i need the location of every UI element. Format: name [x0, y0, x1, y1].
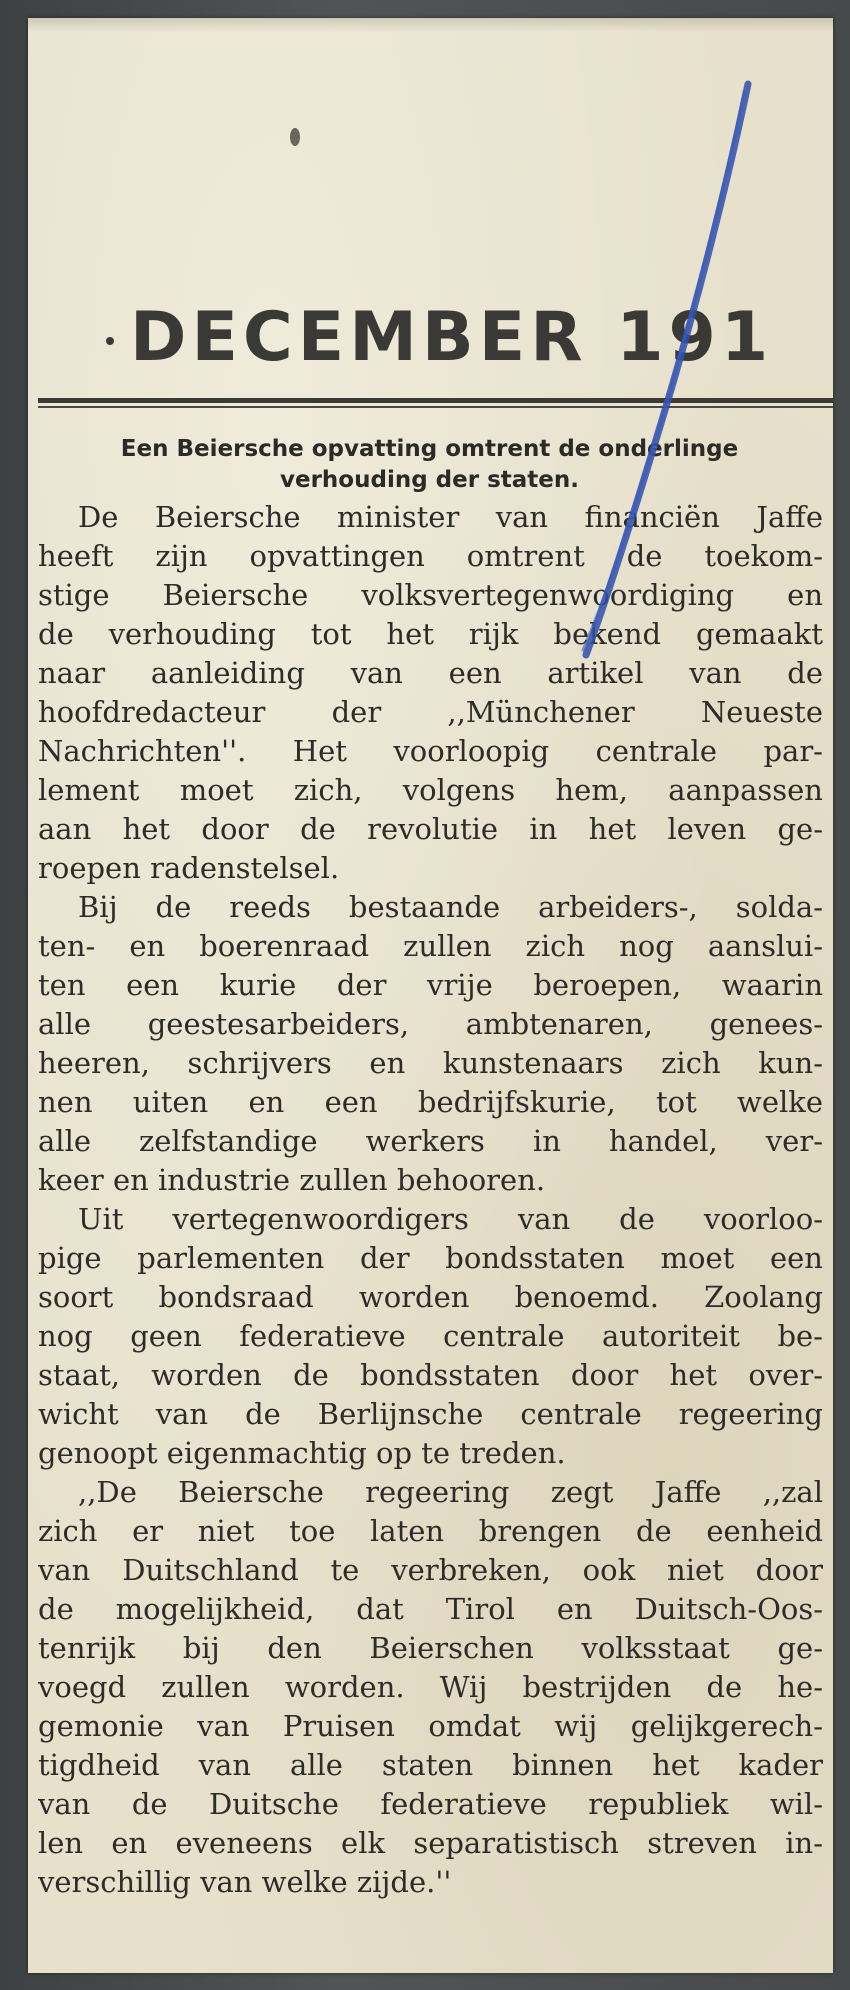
article-line: ten- en boerenraad zullen zich nog aanslui- [38, 929, 823, 963]
article-line: tigdheid van alle staten binnen het kader [38, 1748, 823, 1782]
article-line: pige parlementen der bondsstaten moet een [38, 1241, 823, 1275]
article-line: stige Beiersche volksvertegenwoordiging en [38, 578, 823, 612]
article-line: len en eveneens elk separatistisch streven in- [38, 1826, 823, 1860]
article-line: genoopt eigenmachtig op te treden. [38, 1436, 566, 1470]
article-line: lement moet zich, volgens hem, aanpassen [38, 773, 823, 807]
article-headline [38, 434, 821, 496]
masthead-bullet [106, 337, 114, 345]
masthead-date [106, 298, 850, 378]
article-line: ,,De Beiersche regeering zegt Jaffe ,,zal [78, 1475, 823, 1509]
article-line: nog geen federatieve centrale autoriteit be- [38, 1319, 823, 1353]
article-line: Nachrichten''. Het voorloopig centrale par- [38, 734, 823, 768]
article-line: alle zelfstandige werkers in handel, ver- [38, 1124, 823, 1158]
article-line: ten een kurie der vrije beroepen, waarin [38, 968, 823, 1002]
article-line: nen uiten en een bedrijfskurie, tot welke [38, 1085, 823, 1119]
article-line: heeren, schrijvers en kunstenaars zich kun- [38, 1046, 823, 1080]
article-line: Uit vertegenwoordigers van de voorloo- [78, 1202, 823, 1236]
article-line: aan het door de revolutie in het leven ge- [38, 812, 823, 846]
article-line: de mogelijkheid, dat Tirol en Duitsch-Oos- [38, 1592, 823, 1626]
article-line: heeft zijn opvattingen omtrent de toekom- [38, 539, 823, 573]
clipping-paper-edge [28, 18, 833, 32]
punch-hole-mark [290, 128, 300, 146]
article-line: zich er niet toe laten brengen de eenheid [38, 1514, 823, 1548]
headline-line-1: Een Beiersche opvatting omtrent de onderlinge [120, 436, 739, 462]
article-body [38, 498, 823, 1902]
newspaper-clipping [28, 18, 833, 1973]
article-line: de verhouding tot het rijk bekend gemaakt [38, 617, 823, 651]
article-line: naar aanleiding van een artikel van de [38, 656, 823, 690]
article-line: roepen radenstelsel. [38, 851, 340, 885]
rule-thick-line [38, 398, 833, 403]
article-line: Bij de reeds bestaande arbeiders-, solda- [78, 890, 823, 924]
article-line: wicht van de Berlijnsche centrale regeering [38, 1397, 823, 1431]
article-line: van de Duitsche federatieve republiek wil- [38, 1787, 823, 1821]
headline-line-2: verhouding der staten. [280, 467, 579, 493]
article-line: tenrijk bij den Beierschen volksstaat ge- [38, 1631, 823, 1665]
article-line: hoofdredacteur der ,,Münchener Neueste [38, 695, 823, 729]
rule-thin-line [38, 406, 833, 408]
article-line: gemonie van Pruisen omdat wij gelijkgerech- [38, 1709, 823, 1743]
article-line: De Beiersche minister van financiën Jaffe [78, 500, 823, 534]
article-line: van Duitschland te verbreken, ook niet door [38, 1553, 823, 1587]
article-line: verschillig van welke zijde.'' [38, 1865, 452, 1899]
article-line: voegd zullen worden. Wij bestrijden de he- [38, 1670, 823, 1704]
article-line: staat, worden de bondsstaten door het over- [38, 1358, 823, 1392]
masthead-text: DECEMBER 191 [130, 298, 774, 377]
article-line: soort bondsraad worden benoemd. Zoolang [38, 1280, 823, 1314]
masthead-rule [38, 396, 833, 412]
article-line: keer en industrie zullen behooren. [38, 1163, 546, 1197]
article-line: alle geestesarbeiders, ambtenaren, genees- [38, 1007, 823, 1041]
